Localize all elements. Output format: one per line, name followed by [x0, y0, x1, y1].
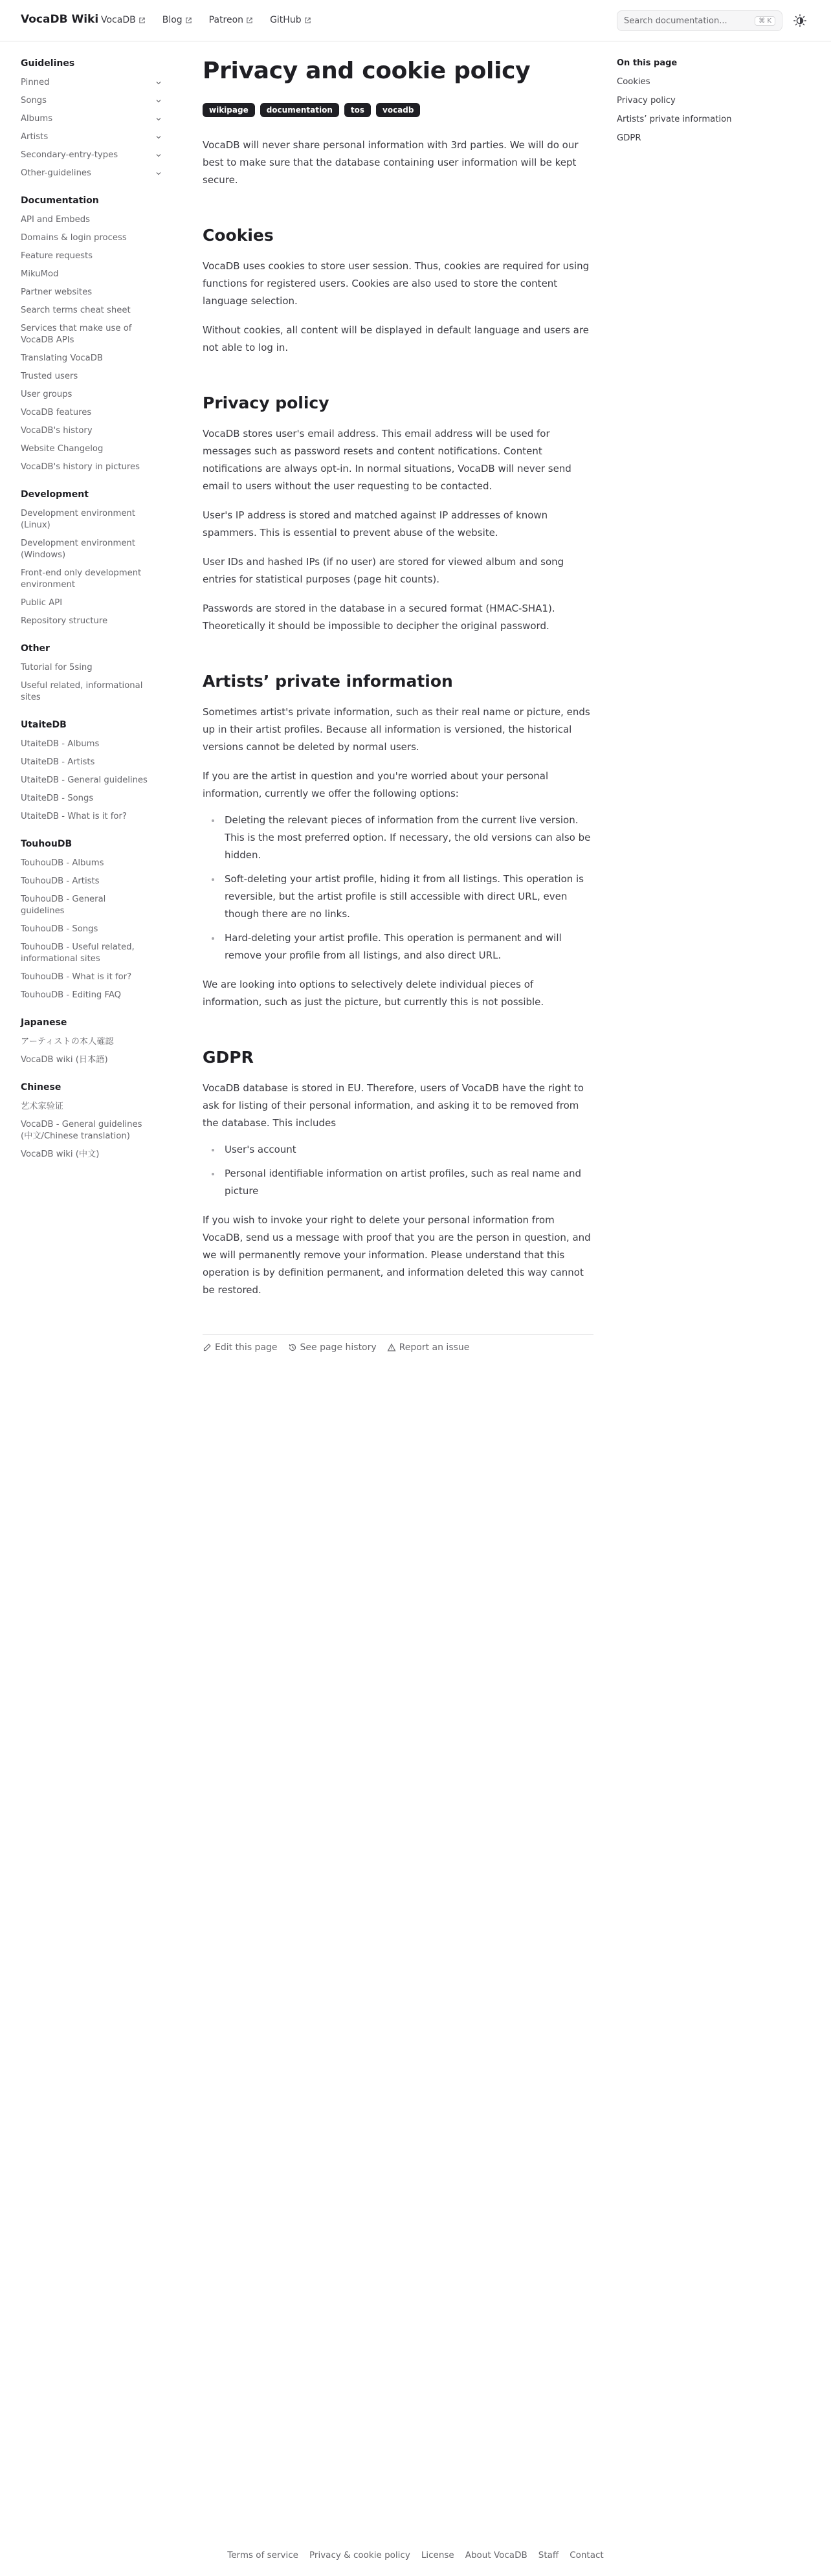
sidebar-item[interactable]: アーティストの本人確認 [21, 1037, 114, 1047]
paragraph: User IDs and hashed IPs (if no user) are stored for viewed album and song entries for statistical purposes (page hit counts). [203, 556, 564, 585]
sidebar-item-secondary-entry-types[interactable] [21, 146, 163, 164]
sidebar-item[interactable]: Repository structure [21, 616, 108, 626]
sidebar-section-title: Japanese [21, 1017, 67, 1028]
top-nav-links [101, 15, 311, 25]
sidebar-item-label: Secondary-entry-types [21, 150, 118, 160]
paragraph: If you are the artist in question and you're worried about your personal information, currently we offer the following options: [203, 770, 549, 799]
report-issue-label: Report an issue [399, 1342, 470, 1353]
intro-paragraph: VocaDB will never share personal information with 3rd parties. We will do our best to make sure that the database containing user information will be kept secure. [203, 139, 579, 186]
tag-list [203, 103, 593, 117]
sidebar-item[interactable]: TouhouDB - What is it for? [21, 972, 132, 982]
tag-badge[interactable]: tos [344, 103, 371, 117]
tag-badge[interactable]: documentation [260, 103, 339, 117]
sidebar-item[interactable]: UtaiteDB - General guidelines [21, 775, 148, 785]
sidebar-item-other-guidelines[interactable] [21, 164, 163, 183]
toc-title: On this page [617, 58, 678, 68]
chevron-down-icon[interactable] [155, 170, 162, 177]
list-item: User's account [225, 1141, 593, 1159]
sidebar-item-pinned[interactable] [21, 74, 163, 92]
page-actions [203, 1334, 593, 1353]
theme-toggle-icon[interactable] [793, 14, 807, 28]
sidebar-item-label: Songs [21, 96, 47, 105]
sidebar-section-utaitedb [21, 718, 163, 826]
sidebar-section-title: Development [21, 489, 89, 500]
nav-link-blog[interactable] [162, 15, 192, 25]
sidebar-item[interactable]: TouhouDB - Artists [21, 876, 100, 886]
paragraph: If you wish to invoke your right to delete your personal information from VocaDB, send us a message with proof that you are the person in question, and we will permanently remove your information. Please understand that this operation is by definition permanent, and information deleted this way cannot be restored. [203, 1214, 591, 1296]
warning-icon [387, 1343, 396, 1352]
footer-link-contact[interactable]: Contact [570, 2550, 604, 2560]
sidebar-item[interactable]: Public API [21, 598, 63, 608]
nav-link-label: Patreon [208, 15, 244, 25]
gdpr-list [203, 1141, 593, 1200]
chevron-down-icon[interactable] [155, 152, 162, 159]
nav-link-patreon[interactable] [209, 15, 253, 25]
sidebar-item[interactable]: Translating VocaDB [21, 353, 103, 363]
nav-link-label: VocaDB [101, 15, 136, 25]
sidebar-section-documentation [21, 194, 163, 476]
sidebar-item[interactable]: Trusted users [21, 372, 78, 381]
tag-badge[interactable]: vocadb [376, 103, 420, 117]
sidebar-section-title: Guidelines [21, 58, 75, 69]
sidebar-item[interactable]: API and Embeds [21, 215, 90, 225]
sidebar-section-touhoudb [21, 838, 163, 1005]
list-item: Hard-deleting your artist profile. This operation is permanent and will remove your profile from all listings, and also direct URL. [225, 929, 593, 964]
options-list [203, 812, 593, 964]
sidebar-item[interactable]: TouhouDB - Albums [21, 858, 104, 868]
search-placeholder: Search documentation... [624, 16, 727, 26]
sidebar-item[interactable]: Partner websites [21, 287, 93, 297]
paragraph: We are looking into options to selectively delete individual pieces of information, such as just the picture, but currently this is not possible. [203, 979, 544, 1008]
external-link-icon [304, 17, 311, 24]
sidebar-section-title: Chinese [21, 1082, 61, 1093]
sidebar-item[interactable]: Feature requests [21, 251, 93, 261]
toc-item-artists-private-information[interactable]: Artists’ private information [617, 115, 732, 124]
external-link-icon [138, 17, 146, 24]
sidebar-item[interactable]: TouhouDB - Useful related, informational sites [21, 942, 135, 964]
toc-item-gdpr[interactable]: GDPR [617, 133, 641, 143]
toc-item-privacy-policy[interactable]: Privacy policy [617, 96, 676, 105]
search-shortcut: ⌘ K [755, 16, 775, 26]
nav-link-vocadb[interactable] [101, 15, 146, 25]
sidebar-item-label: Pinned [21, 78, 50, 87]
toc-item-cookies[interactable]: Cookies [617, 77, 650, 87]
page-history-label: See page history [300, 1342, 377, 1353]
external-link-icon [246, 17, 253, 24]
report-issue-link[interactable] [387, 1342, 470, 1353]
sidebar-item-label: Other-guidelines [21, 168, 91, 178]
main-content [203, 57, 593, 1353]
sidebar-item[interactable]: Development environment (Linux) [21, 509, 135, 530]
sidebar-section-title: Other [21, 643, 50, 654]
footer-link-staff[interactable]: Staff [538, 2550, 559, 2560]
sidebar [21, 57, 163, 1175]
sidebar-item[interactable]: VocaDB's history in pictures [21, 462, 140, 472]
heading-privacy-policy: Privacy policy [203, 394, 329, 412]
sidebar-item[interactable]: User groups [21, 390, 72, 399]
list-item: Soft-deleting your artist profile, hiding it from all listings. This operation is reversible, but the artist profile is still accessible with direct URL, even though there are no links. [225, 871, 593, 923]
sidebar-section-japanese [21, 1016, 163, 1069]
list-item: Deleting the relevant pieces of information from the current live version. This is the most preferred option. If necessary, the old versions can also be hidden. [225, 812, 593, 864]
chevron-down-icon[interactable] [155, 98, 162, 104]
sidebar-section-development [21, 488, 163, 630]
sidebar-item[interactable]: TouhouDB - Editing FAQ [21, 990, 122, 1000]
footer [0, 2550, 831, 2560]
sidebar-item[interactable]: Services that make use of VocaDB APIs [21, 324, 132, 345]
chevron-down-icon[interactable] [155, 116, 162, 122]
list-item: Personal identifiable information on artist profiles, such as real name and picture [225, 1165, 593, 1200]
edit-page-link[interactable] [203, 1342, 278, 1353]
site-brand[interactable]: VocaDB Wiki [21, 13, 99, 26]
footer-link-privacy[interactable]: Privacy & cookie policy [309, 2550, 410, 2560]
sidebar-item-label: Artists [21, 132, 49, 142]
heading-cookies: Cookies [203, 226, 274, 245]
edit-page-label: Edit this page [215, 1342, 278, 1353]
top-navbar [0, 0, 831, 41]
sidebar-item[interactable]: UtaiteDB - Artists [21, 757, 95, 767]
sidebar-item[interactable]: Domains & login process [21, 233, 127, 243]
page-title: Privacy and cookie policy [203, 58, 531, 84]
nav-link-github[interactable] [270, 15, 311, 25]
heading-artists-private-information: Artists’ private information [203, 672, 453, 691]
sidebar-section-guidelines [21, 57, 163, 183]
sidebar-item-artists[interactable] [21, 128, 163, 146]
footer-link-about[interactable]: About VocaDB [465, 2550, 527, 2560]
footer-link-terms[interactable]: Terms of service [227, 2550, 298, 2560]
sidebar-item[interactable]: Development environment (Windows) [21, 539, 135, 560]
footer-link-license[interactable]: License [421, 2550, 454, 2560]
sidebar-item[interactable]: VocaDB features [21, 408, 92, 417]
sidebar-section-chinese [21, 1081, 163, 1164]
paragraph: Passwords are stored in the database in a secured format (HMAC-SHA1). Theoretically it should be impossible to decipher the original password. [203, 603, 555, 632]
paragraph: User's IP address is stored and matched against IP addresses of known spammers. This is essential to prevent abuse of the website. [203, 509, 548, 539]
chevron-down-icon[interactable] [155, 80, 162, 86]
sidebar-section-title: TouhouDB [21, 839, 72, 849]
sidebar-item[interactable]: TouhouDB - General guidelines [21, 894, 106, 916]
sidebar-item-label: Albums [21, 114, 53, 124]
sidebar-item-albums[interactable] [21, 110, 163, 128]
heading-gdpr: GDPR [203, 1048, 254, 1067]
paragraph: VocaDB uses cookies to store user session. Thus, cookies are required for using functions for registered users. Cookies are also used to store the content language selection. [203, 260, 590, 307]
paragraph: Sometimes artist's private information, such as their real name or picture, ends up in their artist profiles. Because all information is versioned, the historical versions cannot be deleted by normal users. [203, 706, 590, 753]
sidebar-item[interactable]: UtaiteDB - Songs [21, 794, 94, 803]
sidebar-item[interactable]: VocaDB wiki (日本語) [21, 1055, 108, 1065]
sidebar-item[interactable]: UtaiteDB - Albums [21, 739, 100, 749]
paragraph: VocaDB stores user's email address. This email address will be used for messages such as password resets and content notifications. Content notifications are always opt-in. In normal situations, VocaDB will never send email to users without the user requesting to be contacted. [203, 428, 571, 492]
nav-link-label: GitHub [270, 15, 302, 25]
sidebar-item-songs[interactable] [21, 92, 163, 110]
sidebar-section-title: UtaiteDB [21, 720, 67, 730]
sidebar-item[interactable]: 艺术家验证 [21, 1102, 63, 1111]
sidebar-section-title: Documentation [21, 195, 99, 206]
chevron-down-icon[interactable] [155, 134, 162, 140]
page-history-link[interactable] [288, 1342, 377, 1353]
on-this-page [617, 57, 785, 151]
pencil-icon [203, 1343, 212, 1352]
sidebar-item[interactable]: Useful related, informational sites [21, 681, 143, 702]
sidebar-item[interactable]: VocaDB - General guidelines (中文/Chinese translation) [21, 1120, 142, 1141]
sidebar-item[interactable]: Website Changelog [21, 444, 104, 454]
sidebar-item[interactable]: UtaiteDB - What is it for? [21, 812, 127, 821]
search-input[interactable] [617, 10, 782, 31]
sidebar-item[interactable]: Tutorial for 5sing [21, 663, 93, 672]
sidebar-item[interactable]: Search terms cheat sheet [21, 305, 131, 315]
sidebar-item[interactable]: Front-end only development environment [21, 568, 142, 590]
nav-link-label: Blog [162, 15, 183, 25]
paragraph: Without cookies, all content will be displayed in default language and users are not able to log in. [203, 324, 589, 353]
sidebar-section-other [21, 642, 163, 707]
sidebar-item[interactable]: TouhouDB - Songs [21, 924, 98, 934]
sidebar-item[interactable]: VocaDB's history [21, 426, 93, 436]
external-link-icon [185, 17, 192, 24]
paragraph: VocaDB database is stored in EU. Therefore, users of VocaDB have the right to ask for listing of their personal information, and asking it to be removed from the database. This includes [203, 1082, 584, 1129]
history-icon [288, 1343, 297, 1352]
sidebar-item[interactable]: VocaDB wiki (中文) [21, 1149, 100, 1159]
tag-badge[interactable]: wikipage [203, 103, 255, 117]
sidebar-item[interactable]: MikuMod [21, 269, 59, 279]
